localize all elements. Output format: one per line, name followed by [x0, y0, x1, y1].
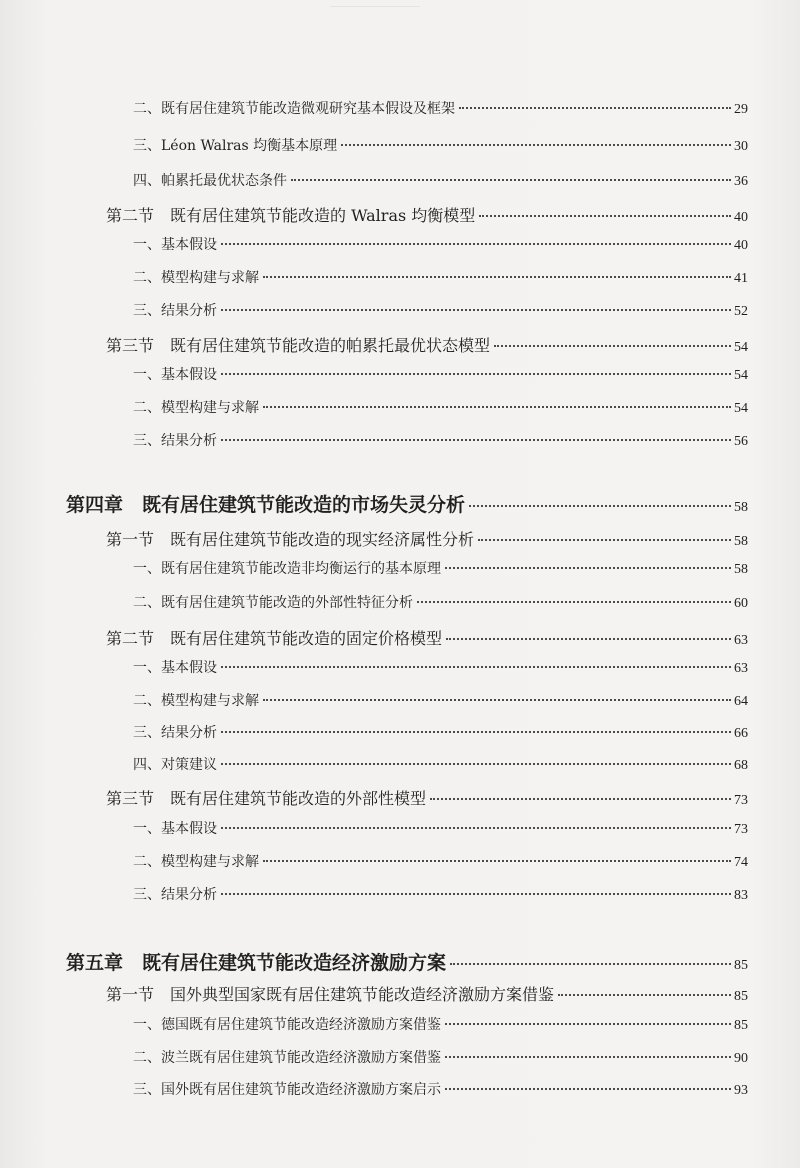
toc-entry-section	[106, 527, 748, 550]
toc-title: 三、结果分析	[133, 725, 217, 741]
toc-page-number: 93	[734, 1083, 748, 1098]
dot-leader	[445, 1023, 731, 1025]
dot-leader	[221, 309, 731, 311]
toc-title: 一、德国既有居住建筑节能改造经济激励方案借鉴	[133, 1017, 441, 1033]
toc-title: 一、既有居住建筑节能改造非均衡运行的基本原理	[133, 561, 441, 577]
dot-leader	[221, 731, 731, 733]
toc-entry-item	[133, 722, 748, 742]
toc-entry-item	[133, 884, 748, 904]
toc-title: 四、对策建议	[133, 757, 217, 773]
toc-entry-item	[133, 234, 748, 254]
toc-title: 第一节 既有居住建筑节能改造的现实经济属性分析	[106, 530, 475, 549]
toc-entry-item	[133, 98, 748, 118]
toc-page-number: 30	[734, 139, 748, 154]
toc-page-number: 63	[734, 633, 748, 648]
toc-page-number: 54	[734, 401, 748, 416]
toc-page-number: 85	[734, 1018, 748, 1033]
dot-leader	[263, 860, 731, 862]
toc-title: 二、模型构建与求解	[133, 400, 259, 416]
toc-entry-item	[133, 300, 748, 320]
dot-leader	[430, 798, 731, 800]
toc-page-number: 85	[734, 958, 748, 973]
toc-page-number: 52	[734, 304, 748, 319]
toc-title: 第二节 既有居住建筑节能改造的固定价格模型	[106, 629, 443, 648]
dot-leader	[494, 345, 731, 347]
toc-entry-chapter	[66, 948, 748, 975]
toc-entry-chapter	[66, 490, 748, 517]
dot-leader	[417, 601, 731, 603]
toc-page-number: 40	[734, 238, 748, 253]
toc-title: 一、基本假设	[133, 660, 217, 676]
toc-entry-item	[133, 135, 748, 155]
toc-page-number: 54	[734, 368, 748, 383]
dot-leader	[221, 243, 731, 245]
dot-leader	[341, 144, 731, 146]
toc-entry-item	[133, 690, 748, 710]
toc-title: 三、结果分析	[133, 433, 217, 449]
dot-leader	[558, 994, 731, 996]
toc-entry-item	[133, 1014, 748, 1034]
toc-entry-section	[106, 982, 748, 1005]
dot-leader	[221, 439, 731, 441]
dot-leader	[445, 567, 731, 569]
toc-entry-item	[133, 1079, 748, 1099]
toc-entry-section	[106, 786, 748, 809]
toc-page-number: 83	[734, 888, 748, 903]
toc-entry-item	[133, 430, 748, 450]
toc-entry-item	[133, 170, 748, 190]
toc-title: 第五章 既有居住建筑节能改造经济激励方案	[66, 952, 447, 974]
toc-entry-item	[133, 558, 748, 578]
toc-page-number: 90	[734, 1051, 748, 1066]
toc-page-number: 73	[734, 822, 748, 837]
toc-entry-item	[133, 397, 748, 417]
toc-page-number: 85	[734, 989, 748, 1004]
toc-title: 三、结果分析	[133, 303, 217, 319]
toc-entry-item	[133, 851, 748, 871]
toc-entry-item	[133, 754, 748, 774]
toc-title: 一、基本假设	[133, 237, 217, 253]
dot-leader	[450, 963, 731, 965]
toc-entry-section	[106, 203, 748, 226]
toc-page-number: 41	[734, 271, 748, 286]
toc-title: 一、基本假设	[133, 367, 217, 383]
toc-entry-section	[106, 333, 748, 356]
toc-page-number: 58	[734, 562, 748, 577]
toc-title: 一、基本假设	[133, 821, 217, 837]
toc-title: 二、波兰既有居住建筑节能改造经济激励方案借鉴	[133, 1050, 441, 1066]
toc-entry-item	[133, 818, 748, 838]
dot-leader	[221, 893, 731, 895]
dot-leader	[221, 827, 731, 829]
toc-title: 二、既有居住建筑节能改造微观研究基本假设及框架	[133, 101, 455, 117]
dot-leader	[445, 1056, 731, 1058]
dot-leader	[263, 276, 731, 278]
dot-leader	[446, 638, 731, 640]
toc-page-number: 36	[734, 174, 748, 189]
toc-title: 二、既有居住建筑节能改造的外部性特征分析	[133, 595, 413, 611]
toc-title: 第三节 既有居住建筑节能改造的帕累托最优状态模型	[106, 336, 491, 355]
toc-page-number: 56	[734, 434, 748, 449]
toc-title: 第一节 国外典型国家既有居住建筑节能改造经济激励方案借鉴	[106, 985, 555, 1004]
toc-page-number: 54	[734, 340, 748, 355]
toc-entry-item	[133, 592, 748, 612]
toc-title: 二、模型构建与求解	[133, 270, 259, 286]
dot-leader	[291, 179, 731, 181]
toc-page-number: 29	[734, 102, 748, 117]
dot-leader	[221, 666, 731, 668]
toc-page-number: 68	[734, 758, 748, 773]
toc-page-number: 73	[734, 793, 748, 808]
toc-entry-item	[133, 1047, 748, 1067]
toc-entry-item	[133, 267, 748, 287]
toc-title: 第二节 既有居住建筑节能改造的 Walras 均衡模型	[106, 206, 476, 225]
toc-page-number: 74	[734, 855, 748, 870]
dot-leader	[479, 215, 731, 217]
toc-page-number: 66	[734, 726, 748, 741]
toc-title: 第四章 既有居住建筑节能改造的市场失灵分析	[66, 494, 466, 516]
toc-title: 三、结果分析	[133, 887, 217, 903]
dot-leader	[263, 406, 731, 408]
dot-leader	[478, 539, 731, 541]
toc-page-number: 60	[734, 596, 748, 611]
dot-leader	[221, 763, 731, 765]
dot-leader	[469, 505, 731, 507]
toc-title: 二、模型构建与求解	[133, 693, 259, 709]
toc-entry-item	[133, 657, 748, 677]
toc-entry-item	[133, 364, 748, 384]
toc-title: 三、国外既有居住建筑节能改造经济激励方案启示	[133, 1082, 441, 1098]
dot-leader	[459, 107, 731, 109]
toc-page-number: 63	[734, 661, 748, 676]
toc-page-number: 40	[734, 210, 748, 225]
toc-title: 二、模型构建与求解	[133, 854, 259, 870]
dot-leader	[263, 699, 731, 701]
toc-page-number: 64	[734, 694, 748, 709]
dot-leader	[445, 1088, 731, 1090]
toc-title: 第三节 既有居住建筑节能改造的外部性模型	[106, 789, 427, 808]
toc-title: 四、帕累托最优状态条件	[133, 173, 287, 189]
dot-leader	[221, 373, 731, 375]
toc-page-number: 58	[734, 534, 748, 549]
toc-entry-section	[106, 626, 748, 649]
toc-page-number: 58	[734, 500, 748, 515]
toc-title: 三、Léon Walras 均衡基本原理	[133, 138, 338, 154]
